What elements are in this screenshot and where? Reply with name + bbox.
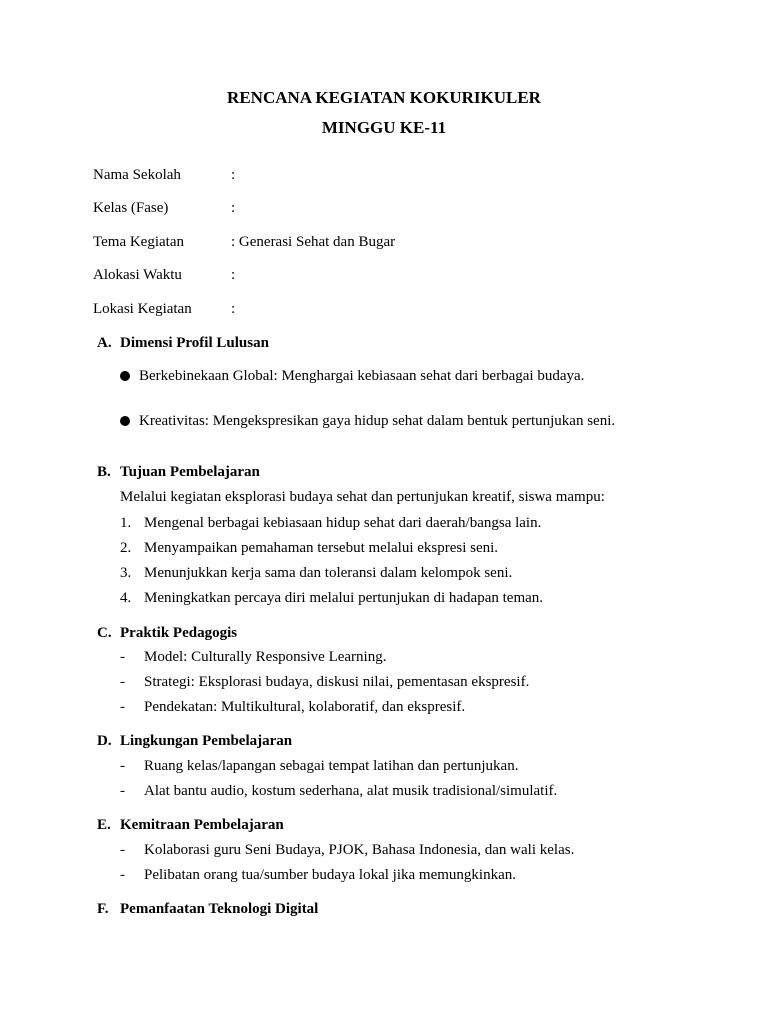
list-dash: - <box>120 783 125 799</box>
list-item <box>120 412 615 430</box>
list-number: 1. <box>120 515 132 531</box>
list-item <box>120 539 498 557</box>
section-heading-d <box>97 732 292 750</box>
list-item-text: Kreativitas: Mengekspresikan gaya hidup sehat dalam bentuk pertunjukan seni. <box>139 413 616 429</box>
info-value: : <box>231 301 236 317</box>
info-value: : <box>231 167 236 183</box>
list-item-text: Berkebinekaan Global: Menghargai kebiasaan sehat dari berbagai budaya. <box>139 368 585 384</box>
section-title: Praktik Pedagogis <box>120 625 238 641</box>
list-dash: - <box>120 758 125 774</box>
section-heading-f <box>97 900 318 918</box>
list-item-text: Kolaborasi guru Seni Budaya, PJOK, Bahasa Indonesia, dan wali kelas. <box>144 842 575 858</box>
section-heading-c <box>97 624 237 642</box>
list-item <box>120 589 543 607</box>
section-title: Lingkungan Pembelajaran <box>120 733 293 749</box>
section-title: Tujuan Pembelajaran <box>120 464 260 480</box>
list-item-text: Pendekatan: Multikultural, kolaboratif, dan ekspresif. <box>144 699 466 715</box>
list-dash: - <box>120 649 125 665</box>
section-title: Pemanfaatan Teknologi Digital <box>120 901 319 917</box>
info-value: : <box>231 200 236 216</box>
list-item-text: Menunjukkan kerja sama dan toleransi dalam kelompok seni. <box>144 565 513 581</box>
info-label: Tema Kegiatan <box>93 234 184 250</box>
document-subtitle: MINGGU KE-11 <box>321 118 447 137</box>
list-item <box>120 673 529 691</box>
list-dash: - <box>120 699 125 715</box>
list-item <box>120 698 465 716</box>
list-item-text: Meningkatkan percaya diri melalui pertunjukan di hadapan teman. <box>144 590 544 606</box>
list-item-text: Model: Culturally Responsive Learning. <box>144 649 387 665</box>
info-label: Kelas (Fase) <box>93 200 169 216</box>
info-label: Lokasi Kegiatan <box>93 301 192 317</box>
section-title: Kemitraan Pembelajaran <box>120 817 284 833</box>
info-label: Nama Sekolah <box>93 167 181 183</box>
info-value: : Generasi Sehat dan Bugar <box>231 234 396 250</box>
info-row-kelas <box>93 199 235 217</box>
list-dash: - <box>120 842 125 858</box>
bullet-icon <box>120 371 130 381</box>
document-title: RENCANA KEGIATAN KOKURIKULER <box>227 88 541 107</box>
list-dash: - <box>120 674 125 690</box>
section-intro: Melalui kegiatan eksplorasi budaya sehat dan pertunjukan kreatif, siswa mampu: <box>120 489 605 505</box>
section-letter: D. <box>97 733 112 749</box>
info-row-nama-sekolah <box>93 166 235 184</box>
list-item-text: Menyampaikan pemahaman tersebut melalui ekspresi seni. <box>144 540 499 556</box>
list-item <box>120 757 518 775</box>
list-item <box>120 564 512 582</box>
list-number: 4. <box>120 590 132 606</box>
list-item <box>120 841 574 859</box>
info-row-alokasi-waktu <box>93 266 235 284</box>
list-item <box>120 866 516 884</box>
info-value: : <box>231 267 236 283</box>
bullet-icon <box>120 416 130 426</box>
section-heading-e <box>97 816 284 834</box>
list-item-text: Pelibatan orang tua/sumber budaya lokal jika memungkinkan. <box>144 867 516 883</box>
info-row-lokasi-kegiatan <box>93 300 235 318</box>
list-item-text: Ruang kelas/lapangan sebagai tempat latihan dan pertunjukan. <box>144 758 519 774</box>
list-item-text: Alat bantu audio, kostum sederhana, alat musik tradisional/simulatif. <box>144 783 558 799</box>
section-letter: E. <box>97 817 111 833</box>
list-item <box>120 514 541 532</box>
list-number: 2. <box>120 540 132 556</box>
section-heading-a <box>97 334 269 352</box>
list-item-text: Mengenal berbagai kebiasaan hidup sehat dari daerah/bangsa lain. <box>144 515 542 531</box>
info-label: Alokasi Waktu <box>93 267 182 283</box>
list-item <box>120 782 557 800</box>
list-item-text: Strategi: Eksplorasi budaya, diskusi nilai, pementasan ekspresif. <box>144 674 530 690</box>
list-dash: - <box>120 867 125 883</box>
section-letter: A. <box>97 335 112 351</box>
section-letter: B. <box>97 464 111 480</box>
section-title: Dimensi Profil Lulusan <box>120 335 269 351</box>
list-item <box>120 648 386 666</box>
info-row-tema-kegiatan <box>93 233 395 251</box>
section-heading-b <box>97 463 260 481</box>
list-item <box>120 367 584 385</box>
section-letter: F. <box>97 901 109 917</box>
list-number: 3. <box>120 565 132 581</box>
section-letter: C. <box>97 625 112 641</box>
